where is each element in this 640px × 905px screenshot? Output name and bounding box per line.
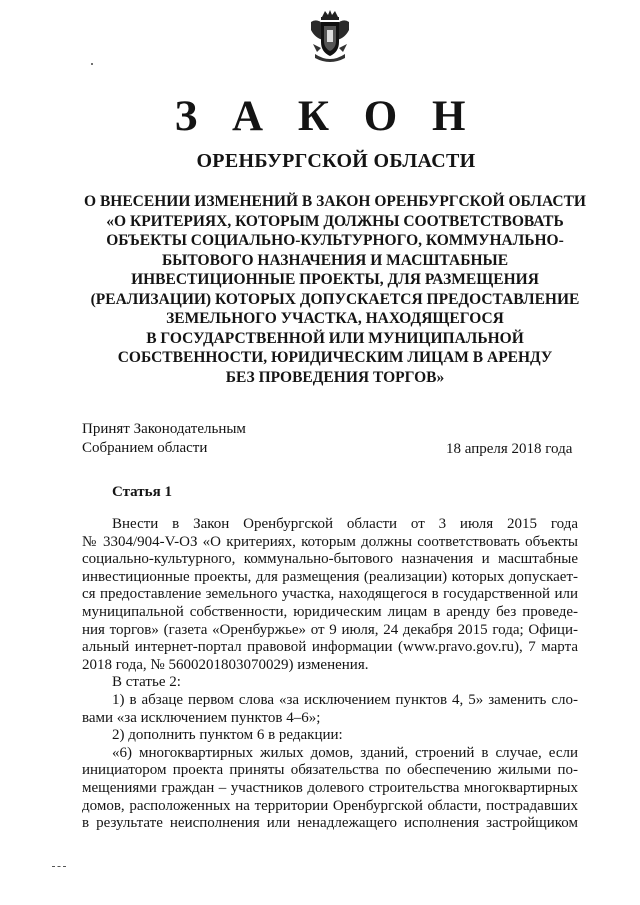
footer-mark [52, 866, 66, 868]
law-title-line: БЕЗ ПРОВЕДЕНИЯ ТОРГОВ» [225, 368, 445, 386]
body-line: Внести в Закон Оренбургской области от 3 июля 2015 года [112, 516, 578, 532]
body-line: 1) в абзаце первом слова «за исключением пунктов 4, 5» заменить сло- [112, 691, 578, 708]
law-title-line: ИНВЕСТИЦИОННЫЕ ПРОЕКТЫ, ДЛЯ РАЗМЕЩЕНИЯ [131, 271, 539, 288]
body-line: 2) дополнить пунктом 6 в редакции: [112, 727, 343, 744]
body-line: ся предоставление земельного участка, находящегося в государственной или [82, 586, 578, 603]
adoption-note [82, 420, 246, 458]
law-title-line: О ВНЕСЕНИИ ИЗМЕНЕНИЙ В ЗАКОН ОРЕНБУРГСКОЙ ОБЛАСТИ [84, 193, 586, 210]
body-line: В статье 2: [112, 674, 181, 691]
law-title-line: БЫТОВОГО НАЗНАЧЕНИЯ И МАСШТАБНЫЕ [161, 251, 509, 269]
article-heading: Статья 1 [112, 484, 172, 500]
adoption-line: Собранием области [82, 440, 208, 456]
body-line: инвестиционные проекты, для размещения (реализации) которых допускает- [82, 568, 578, 585]
law-title-line: ОБЪЕКТЫ СОЦИАЛЬНО-КУЛЬТУРНОГО, КОММУНАЛЬНО- [106, 232, 564, 249]
article-body [82, 516, 578, 833]
body-line: домов, расположенных на территории Оренбургской области, пострадавших [82, 797, 578, 814]
body-line: ния торгов» (газета «Оренбуржье» от 9 июля, 24 декабря 2015 года; Офици- [82, 621, 578, 638]
law-title-line: (РЕАЛИЗАЦИИ) КОТОРЫХ ДОПУСКАЕТСЯ ПРЕДОСТАВЛЕНИЕ [90, 290, 580, 308]
body-line: альный интернет-портал правовой информации (www.pravo.gov.ru), 7 марта [82, 639, 578, 656]
body-line: 2018 года, № 5600201803070029) изменения. [82, 656, 369, 673]
body-line: в результате неисполнения или ненадлежащего исполнения застройщиком [82, 815, 578, 832]
law-title [70, 192, 600, 387]
adoption-line: Принят Законодательным [82, 421, 246, 437]
body-line: вами «за исключением пунктов 4–6»; [82, 709, 321, 726]
body-line: «6) многоквартирных жилых домов, зданий, строений в случае, если [112, 744, 578, 761]
law-title-line: «О КРИТЕРИЯХ, КОТОРЫМ ДОЛЖНЫ СООТВЕТСТВОВАТЬ [106, 212, 564, 230]
law-title-line: В ГОСУДАРСТВЕННОЙ ИЛИ МУНИЦИПАЛЬНОЙ [146, 329, 524, 347]
law-heading: З А К О Н [174, 93, 478, 140]
body-line: социально-культурного, коммунально-бытового назначения и масштабные [82, 551, 578, 568]
body-line: мещениями граждан – участников долевого строительства многоквартирных [82, 779, 578, 796]
law-title-line: СОБСТВЕННОСТИ, ЮРИДИЧЕСКИМ ЛИЦАМ В АРЕНДУ [117, 349, 553, 366]
scan-dot [91, 63, 93, 65]
coat-of-arms-emblem [307, 8, 353, 66]
region-heading: ОРЕНБУРГСКОЙ ОБЛАСТИ [196, 150, 476, 172]
body-line: муниципальной собственности, юридическим лицам в аренду без проведе- [82, 603, 578, 620]
body-line: № 3304/904-V-ОЗ «О критериях, которым должны соответствовать объекты [82, 533, 578, 550]
law-title-line: ЗЕМЕЛЬНОГО УЧАСТКА, НАХОДЯЩЕГОСЯ [166, 310, 504, 327]
adoption-date: 18 апреля 2018 года [446, 441, 573, 457]
body-line: инициатором проекта приняты обязательства по обеспечению жилыми по- [82, 762, 578, 779]
